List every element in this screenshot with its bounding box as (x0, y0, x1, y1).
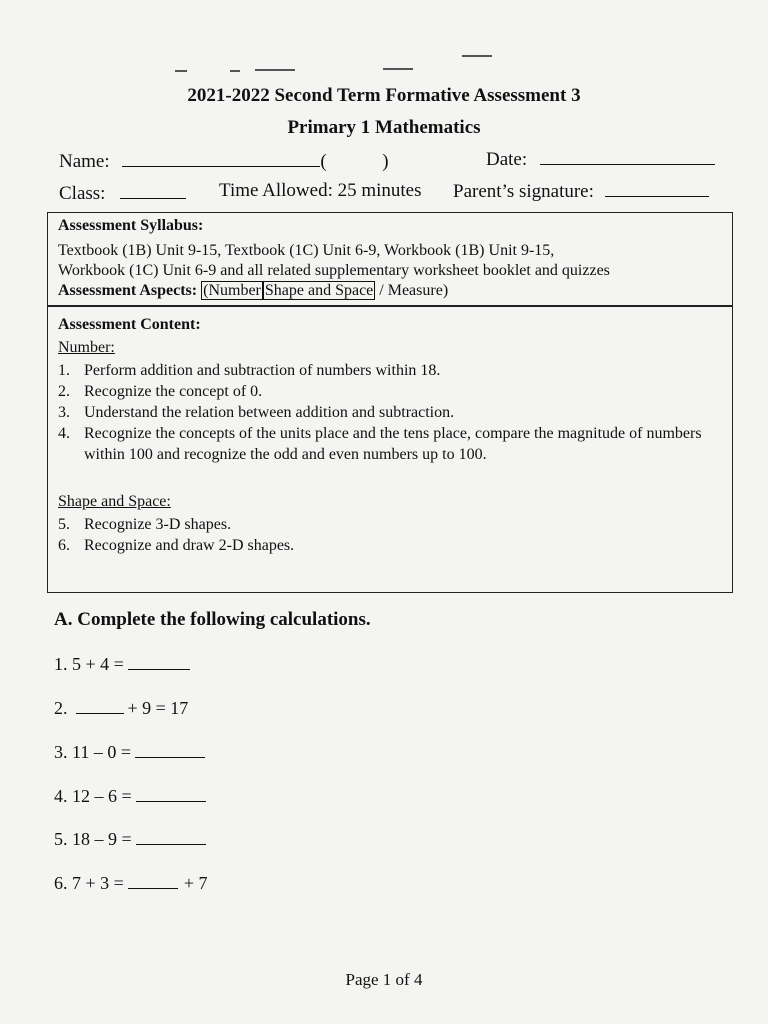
question-6: 6. 7 + 3 = + 7 (54, 873, 208, 893)
page-title: 2021-2022 Second Term Formative Assessment 3 (187, 85, 581, 106)
subject-title: Primary 1 Mathematics (287, 117, 481, 138)
scan-mark (175, 70, 187, 72)
list-item: 5. Recognize 3-D shapes. (58, 516, 232, 533)
class-row (59, 182, 186, 205)
syllabus-line-2: Workbook (1C) Unit 6-9 and all related supplementary worksheet booklet and quizzes (58, 262, 610, 279)
syllabus-heading: Assessment Syllabus: (58, 217, 204, 234)
paren-open: ( (320, 151, 327, 172)
question-2: 2. + 9 = 17 (54, 698, 189, 718)
page-number: Page 1 of 4 (345, 970, 423, 989)
scan-mark (230, 70, 240, 72)
answer-blank[interactable] (136, 786, 206, 802)
aspects-row (58, 281, 732, 301)
number-heading: Number: (58, 339, 115, 356)
answer-blank[interactable] (136, 829, 206, 845)
date-label: Date: (486, 149, 528, 170)
answer-blank[interactable] (135, 742, 205, 758)
list-item: 4. Recognize the concepts of the units place and the tens place, compare the magnitude of numbers within 100 and recognize the odd and even numbers up to 100. (58, 425, 702, 463)
aspect-measure: / Measure) (379, 282, 449, 299)
question-4: 4. 12 – 6 = (54, 786, 206, 807)
list-item: 3. Understand the relation between addition and subtraction. (58, 404, 455, 421)
question-3: 3. 11 – 0 = (54, 742, 205, 763)
time-allowed: Time Allowed: 25 minutes (219, 180, 422, 201)
date-row (486, 148, 715, 171)
list-item: 1. Perform addition and subtraction of numbers within 18. (58, 362, 441, 379)
shape-list (58, 514, 732, 556)
name-label: Name: (59, 151, 110, 172)
date-field[interactable] (540, 148, 715, 165)
section-a-heading: A. Complete the following calculations. (54, 609, 371, 630)
shape-heading: Shape and Space: (58, 493, 171, 510)
content-heading: Assessment Content: (58, 316, 201, 333)
list-item: 2. Recognize the concept of 0. (58, 383, 263, 400)
question-5: 5. 18 – 9 = (54, 829, 206, 850)
scan-mark (255, 69, 295, 71)
scan-mark (383, 68, 413, 70)
signature-row (453, 180, 709, 203)
paren-close: ) (382, 151, 389, 172)
answer-blank[interactable] (76, 698, 124, 714)
signature-field[interactable] (605, 180, 709, 197)
answer-blank[interactable] (128, 654, 190, 670)
class-field[interactable] (120, 182, 186, 199)
syllabus-line-1: Textbook (1B) Unit 9-15, Textbook (1C) Unit 6-9, Workbook (1B) Unit 9-15, (58, 242, 555, 259)
name-field[interactable] (122, 150, 320, 167)
question-1: 1. 5 + 4 = (54, 654, 190, 675)
number-list (58, 360, 732, 465)
aspect-shape-space: Shape and Space (264, 282, 374, 299)
answer-blank[interactable] (128, 873, 178, 889)
name-row (59, 150, 389, 173)
aspect-number: (Number (203, 282, 261, 299)
syllabus-box (47, 212, 733, 307)
class-label: Class: (59, 183, 106, 204)
content-box (47, 305, 733, 593)
aspects-label: Assessment Aspects: (58, 282, 198, 299)
scan-mark (462, 55, 492, 57)
list-item: 6. Recognize and draw 2-D shapes. (58, 537, 295, 554)
signature-label: Parent’s signature: (453, 181, 594, 202)
